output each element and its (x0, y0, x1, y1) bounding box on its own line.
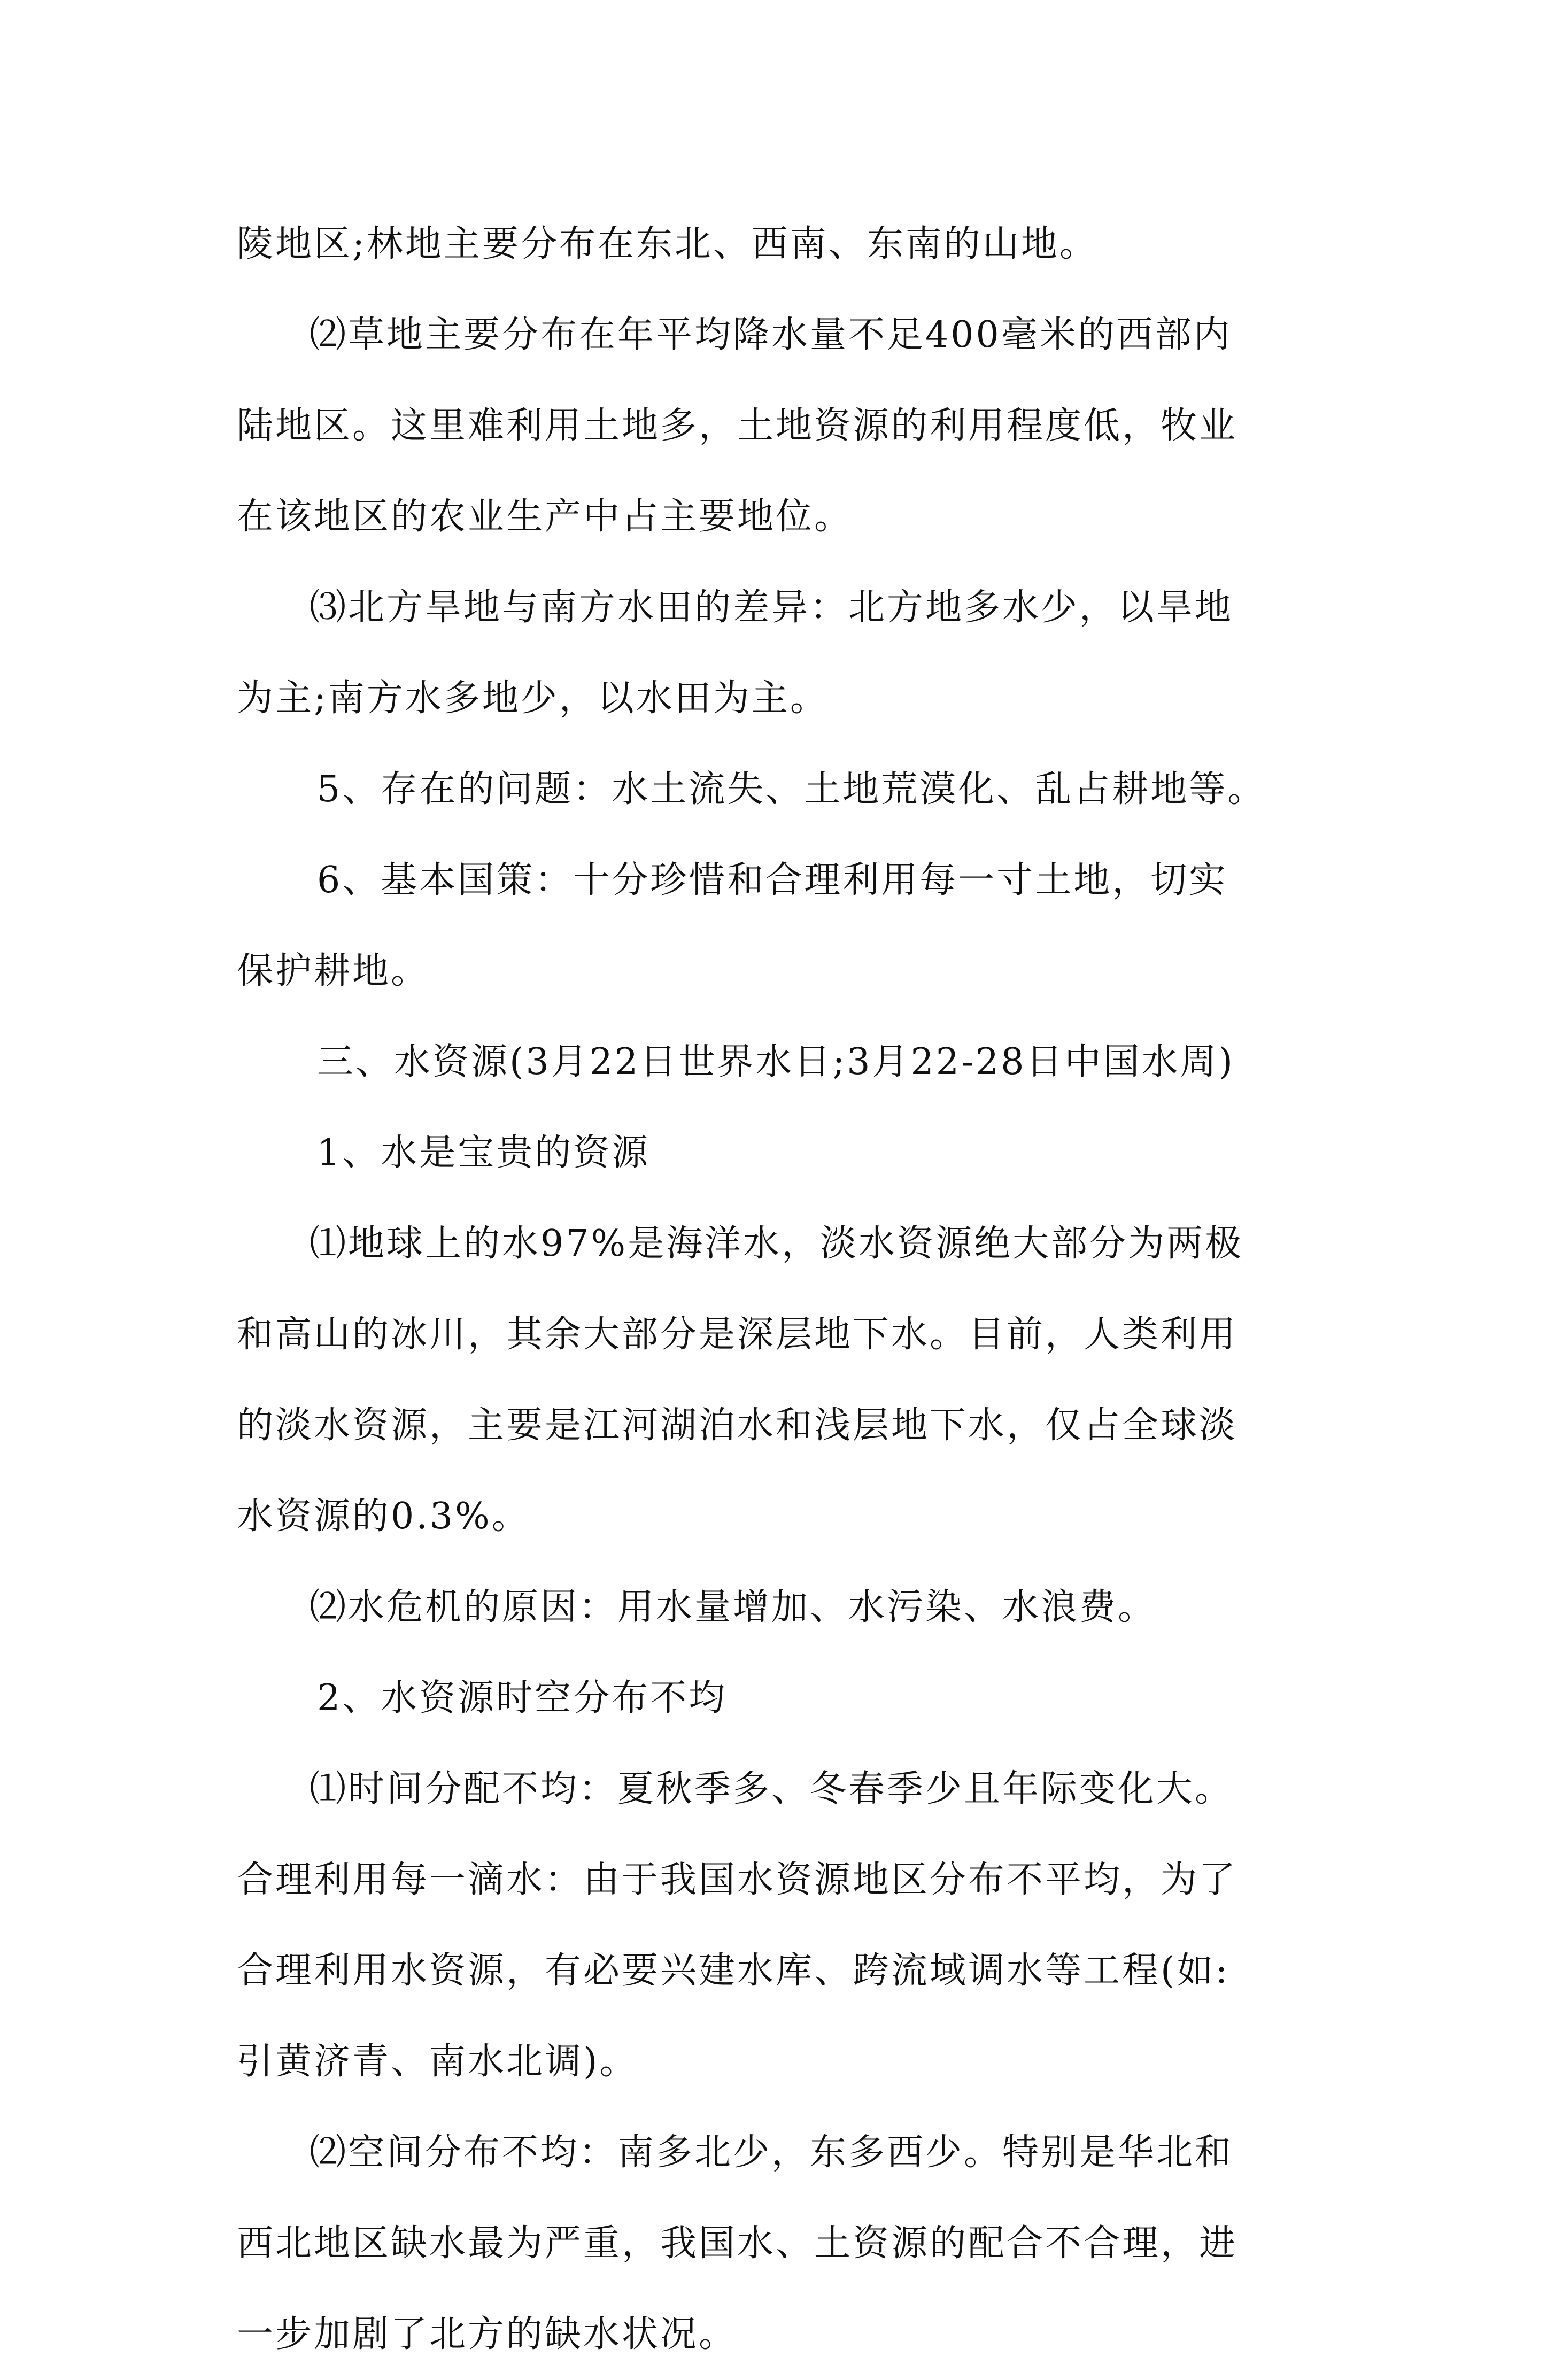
text-line: ⑶北方旱地与南方水田的差异：北方地多水少，以旱地 (310, 586, 1234, 629)
text-line: 引黄济青、南水北调)。 (237, 2041, 638, 2083)
text-line: 在该地区的农业生产中占主要地位。 (237, 496, 853, 538)
text-line: 6、基本国策：十分珍惜和合理利用每一寸土地，切实 (317, 859, 1228, 901)
text-line: 西北地区缺水最为严重，我国水、土资源的配合不合理，进 (237, 2222, 1238, 2265)
text-line: 陵地区;林地主要分布在东北、西南、东南的山地。 (237, 223, 1098, 265)
document-body (237, 199, 1327, 2380)
text-line: 为主;南方水多地少，以水田为主。 (237, 677, 829, 720)
subsection-heading: 1、水是宝贵的资源 (317, 1132, 651, 1174)
text-line: ⑵水危机的原因：用水量增加、水污染、水浪费。 (310, 1586, 1157, 1628)
text-line: 陆地区。这里难利用土地多，土地资源的利用程度低，牧业 (237, 405, 1238, 447)
text-line: 5、存在的问题：水土流失、土地荒漠化、乱占耕地等。 (317, 768, 1266, 810)
subsection-heading: 2、水资源时空分布不均 (317, 1677, 728, 1719)
text-line: ⑵草地主要分布在年平均降水量不足400毫米的西部内 (310, 314, 1232, 356)
text-line: 保护耕地。 (237, 950, 430, 992)
text-line: ⑴时间分配不均：夏秋季多、冬春季少且年际变化大。 (310, 1768, 1234, 1810)
text-line: 和高山的冰川，其余大部分是深层地下水。目前，人类利用 (237, 1313, 1238, 1356)
text-line: 的淡水资源，主要是江河湖泊水和浅层地下水，仅占全球淡 (237, 1404, 1238, 1447)
text-line: 一步加剧了北方的缺水状况。 (237, 2313, 738, 2355)
text-line: 合理利用每一滴水：由于我国水资源地区分布不平均，为了 (237, 1859, 1238, 1901)
text-line: ⑴地球上的水97%是海洋水，淡水资源绝大部分为两极 (310, 1223, 1244, 1265)
text-line: 水资源的0.3%。 (237, 1495, 530, 1537)
text-line: 合理利用水资源，有必要兴建水库、跨流域调水等工程(如: (237, 1950, 1230, 1992)
text-line: ⑵空间分布不均：南多北少，东多西少。特别是华北和 (310, 2131, 1234, 2174)
section-heading: 三、水资源(3月22日世界水日;3月22-28日中国水周) (317, 1041, 1235, 1083)
